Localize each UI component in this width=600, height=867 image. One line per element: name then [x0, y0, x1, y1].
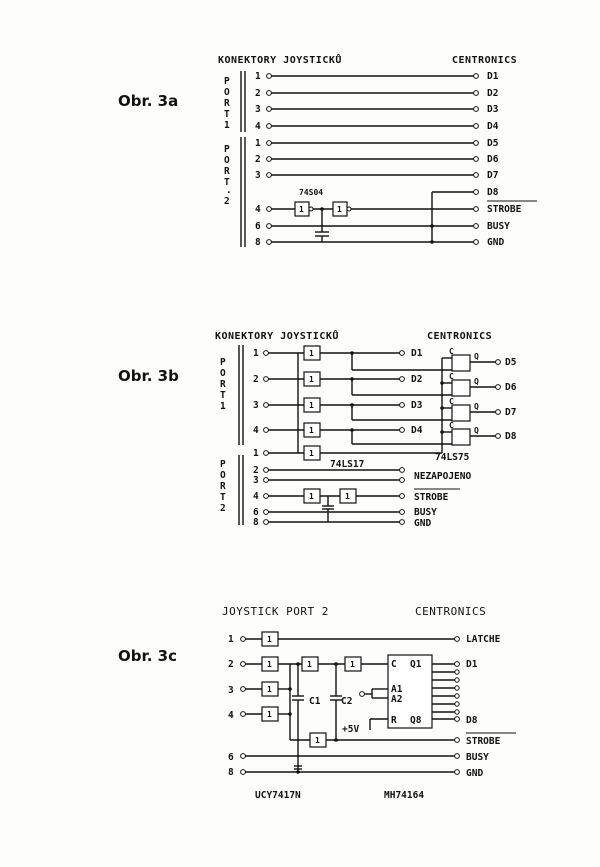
figure-3c-pin: 6	[228, 752, 234, 763]
svg-text:1: 1	[337, 205, 342, 214]
svg-text:1: 1	[309, 349, 314, 358]
figure-3b-pin: 2	[253, 465, 259, 476]
svg-text:Q1: Q1	[410, 659, 422, 670]
figure-3a-output: D3	[487, 104, 499, 115]
figure-3a-pin: 1	[255, 71, 261, 82]
svg-text:1: 1	[309, 492, 314, 501]
figure-3b-data-line: D4	[411, 425, 423, 436]
figure-3c-pin: 8	[228, 767, 234, 778]
svg-text:1: 1	[309, 375, 314, 384]
figure-3a-output: D7	[487, 170, 499, 181]
figure-3c-output: LATCHE	[466, 634, 501, 645]
figure-3a-port1-label	[224, 76, 230, 131]
figure-3b-header-right: CENTRONICS	[427, 331, 493, 342]
svg-text:P: P	[220, 459, 226, 470]
figure-3c-chip-left: UCY7417N	[255, 790, 301, 801]
svg-text:1: 1	[309, 426, 314, 435]
figure-3c-output: BUSY	[466, 752, 489, 763]
figure-3c-output: D8	[466, 715, 478, 726]
figure-3b-port2-label	[220, 459, 226, 514]
figure-3b-pin: 1	[253, 348, 259, 359]
figure-3c-pin: 2	[228, 659, 234, 670]
svg-text:A1: A1	[391, 684, 403, 695]
figure-3b-data-line: D1	[411, 348, 423, 359]
svg-text:P: P	[224, 76, 230, 87]
figure-3b-label: Obr. 3b	[118, 367, 179, 385]
svg-text:1: 1	[350, 660, 355, 669]
figure-3c-pin: 1	[228, 634, 234, 645]
svg-text:1: 1	[267, 635, 272, 644]
svg-text:R: R	[224, 166, 230, 177]
figure-3c-cap1: C1	[309, 696, 321, 707]
figure-3b-header-left: KONEKTORY JOYSTICKŮ	[215, 331, 339, 342]
svg-text:T: T	[224, 177, 230, 188]
figure-3b-busy: BUSY	[414, 507, 437, 518]
figure-3c	[118, 605, 516, 801]
figure-3c-pin: 3	[228, 685, 234, 696]
figure-3b-output: D8	[505, 431, 517, 442]
figure-3b-latch-chip: 74LS75	[435, 452, 470, 463]
svg-text:O: O	[224, 87, 230, 98]
figure-3c-header-left: JOYSTICK PORT 2	[222, 605, 329, 618]
figure-3a-gate-chip: 74S04	[299, 188, 324, 197]
figure-3a-wires	[271, 76, 474, 242]
figure-3c-output: STROBE	[466, 736, 501, 747]
figure-3a-pin: 3	[255, 170, 261, 181]
figure-3b-strobe: STROBE	[414, 492, 449, 503]
figure-3a-header-right: CENTRONICS	[452, 55, 518, 66]
figure-3c-header-right: CENTRONICS	[415, 605, 487, 618]
svg-text:P: P	[224, 144, 230, 155]
svg-text:1: 1	[267, 710, 272, 719]
svg-text:T: T	[220, 390, 226, 401]
figure-3a-output: D5	[487, 138, 499, 149]
svg-text:O: O	[224, 155, 230, 166]
svg-text:Q: Q	[474, 426, 479, 435]
svg-text:C: C	[449, 421, 454, 430]
svg-text:1: 1	[220, 401, 226, 412]
figure-3a-pin: 2	[255, 154, 261, 165]
svg-text:2: 2	[224, 196, 230, 207]
figure-3a-output: D2	[487, 88, 499, 99]
figure-3a-pin: 4	[255, 121, 261, 132]
svg-text:A2: A2	[391, 694, 403, 705]
figure-3b-data-line: D3	[411, 400, 423, 411]
figure-3c-output: GND	[466, 768, 484, 779]
figure-3c-pin: 4	[228, 710, 234, 721]
figure-3b-pin: 4	[253, 425, 259, 436]
svg-text:R: R	[391, 715, 397, 726]
svg-text:C: C	[449, 372, 454, 381]
svg-text:1: 1	[345, 492, 350, 501]
svg-text:R: R	[220, 379, 226, 390]
figure-3a-output: GND	[487, 237, 505, 248]
figure-3a	[118, 53, 537, 248]
figure-3b-pin: 2	[253, 374, 259, 385]
figure-3a-label: Obr. 3a	[118, 92, 179, 110]
figure-3b-pin: 8	[253, 517, 259, 528]
figure-3a-pin: 4	[255, 204, 261, 215]
figure-3c-label: Obr. 3c	[118, 647, 177, 665]
svg-text:Q8: Q8	[410, 715, 422, 726]
figure-3b	[118, 329, 517, 529]
svg-text:1: 1	[315, 736, 320, 745]
figure-3a-pin: 1	[255, 138, 261, 149]
figure-3a-output: D1	[487, 71, 499, 82]
svg-text:O: O	[220, 470, 226, 481]
figure-3b-pin: 3	[253, 475, 259, 486]
figure-3b-port1-label	[220, 357, 226, 412]
svg-text:Q: Q	[474, 377, 479, 386]
svg-text:C: C	[449, 347, 454, 356]
figure-3a-output: D8	[487, 187, 499, 198]
svg-text:1: 1	[307, 660, 312, 669]
figure-3a-output: D4	[487, 121, 499, 132]
figure-3a-output: STROBE	[487, 204, 522, 215]
svg-text:1: 1	[309, 449, 314, 458]
svg-text:C: C	[449, 397, 454, 406]
svg-text:O: O	[220, 368, 226, 379]
figure-3b-gnd: GND	[414, 518, 432, 529]
figure-3a-output: BUSY	[487, 221, 510, 232]
svg-text:1: 1	[267, 660, 272, 669]
figure-3c-output: D1	[466, 659, 478, 670]
figure-3c-cap2: C2	[341, 696, 353, 707]
figure-3a-pin: 6	[255, 221, 261, 232]
figure-3b-output: D7	[505, 407, 517, 418]
svg-text:C: C	[391, 659, 397, 670]
svg-text:P: P	[220, 357, 226, 368]
figure-3a-header-left: KONEKTORY JOYSTICKŮ	[218, 55, 342, 66]
figure-3c-chip-right: MH74164	[384, 790, 425, 801]
svg-text:1: 1	[224, 120, 230, 131]
svg-text:.: .	[226, 185, 232, 196]
figure-3a-pin: 3	[255, 104, 261, 115]
figure-3a-pin: 2	[255, 88, 261, 99]
figure-3b-gate-chip: 74LS17	[330, 459, 365, 470]
figure-3c-vcc: +5V	[342, 724, 360, 735]
figure-3b-data-line: D2	[411, 374, 423, 385]
figure-3b-pin: 1	[253, 448, 259, 459]
figure-3b-unconnected: NEZAPOJENO	[414, 471, 472, 482]
figure-3b-pin: 3	[253, 400, 259, 411]
figure-3b-pin: 6	[253, 507, 259, 518]
svg-text:1: 1	[267, 685, 272, 694]
figure-3a-pin: 8	[255, 237, 261, 248]
figure-3b-output: D6	[505, 382, 517, 393]
svg-text:T: T	[220, 492, 226, 503]
svg-text:1: 1	[299, 205, 304, 214]
figure-3b-output: D5	[505, 357, 517, 368]
svg-text:1: 1	[309, 401, 314, 410]
figure-3b-pin: 4	[253, 491, 259, 502]
figure-3a-port2-label	[224, 144, 232, 207]
svg-text:2: 2	[220, 503, 226, 514]
svg-text:Q: Q	[474, 352, 479, 361]
svg-text:Q: Q	[474, 402, 479, 411]
svg-text:R: R	[224, 98, 230, 109]
svg-text:T: T	[224, 109, 230, 120]
svg-text:R: R	[220, 481, 226, 492]
figure-3a-output: D6	[487, 154, 499, 165]
